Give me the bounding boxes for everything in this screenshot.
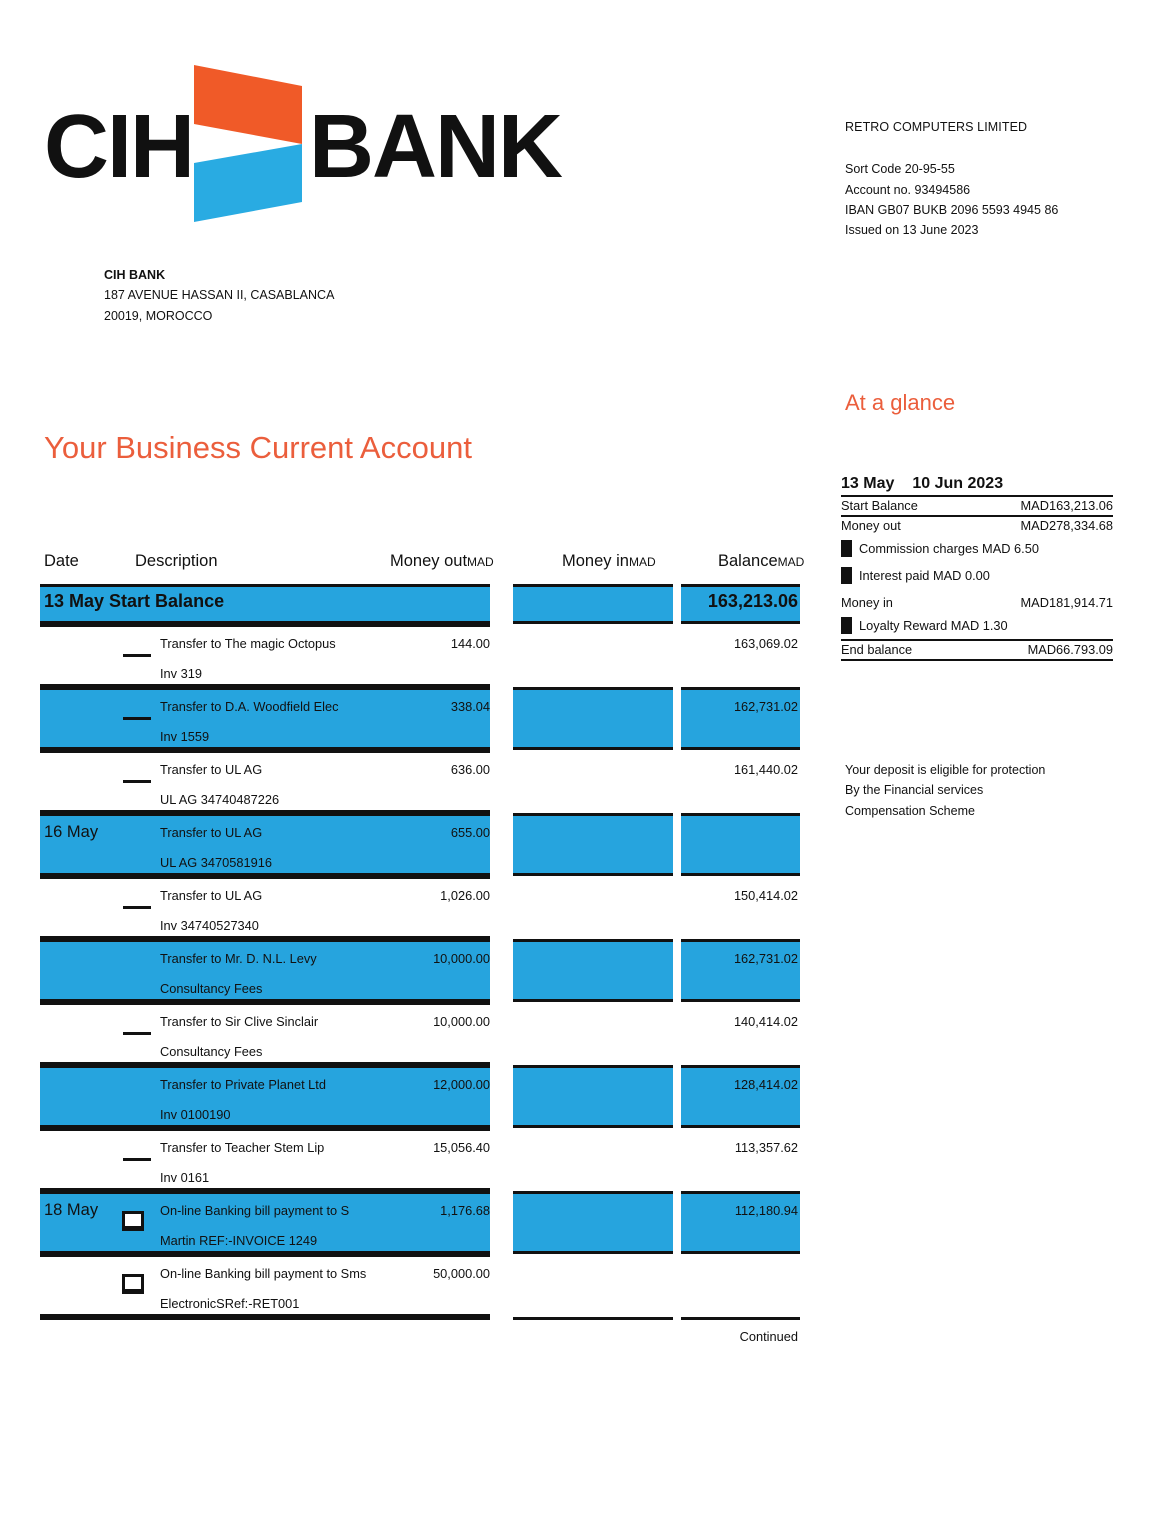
column-header-money-in: Money inMAD: [562, 552, 656, 570]
glance-start-balance-row: [841, 497, 1113, 515]
start-balance-amount: 163,213.06: [707, 591, 798, 611]
row-description-sub: Consultancy Fees: [160, 981, 263, 996]
row-description-sub: Inv 319: [160, 666, 202, 681]
bank-address: [104, 265, 334, 326]
at-a-glance-panel: [841, 474, 1113, 661]
table-row[interactable]: [40, 1065, 800, 1128]
row-money-out: 338.04: [450, 699, 490, 714]
dash-marker-icon: [123, 654, 151, 657]
footer-rule: [681, 1317, 800, 1320]
row-balance: 162,731.02: [733, 699, 798, 714]
logo-text-cih: CIH: [44, 97, 193, 197]
row-description: Transfer to UL AG: [160, 762, 263, 777]
row-description: Transfer to D.A. Woodfield Elec: [160, 699, 339, 714]
glance-commission-row: [841, 535, 1113, 562]
footer-rule: [40, 1317, 490, 1320]
row-balance: 112,180.94: [734, 1203, 798, 1218]
glance-divider-4: [841, 659, 1113, 661]
glance-end-balance-label: End balance: [841, 642, 913, 657]
dash-marker-icon: [123, 717, 151, 720]
bullet-square-icon: [841, 540, 852, 557]
table-header-row: [40, 552, 805, 584]
dash-marker-icon: [123, 780, 151, 783]
row-description-sub: UL AG 34740487226: [160, 792, 280, 807]
bullet-square-icon: [841, 567, 852, 584]
column-header-description: Description: [135, 552, 218, 570]
row-description-sub: Inv 0161: [160, 1170, 210, 1185]
glance-money-out-row: [841, 517, 1113, 535]
column-header-date: Date: [44, 552, 79, 570]
glance-money-out-value: MAD278,334.68: [1020, 518, 1113, 533]
monitor-icon: [122, 1211, 144, 1231]
row-money-out: 144.00: [450, 636, 490, 651]
row-money-out: 1,176.68: [440, 1203, 490, 1218]
table-body: [40, 584, 800, 1357]
dash-marker-icon: [123, 1158, 151, 1161]
note-line-1: Your deposit is eligible for protection: [845, 763, 1046, 777]
row-money-out: 1,026.00: [440, 888, 490, 903]
dash-marker-icon: [123, 1032, 151, 1035]
row-description-sub: UL AG 3470581916: [160, 855, 272, 870]
table-row[interactable]: [40, 1002, 800, 1065]
table-row[interactable]: [40, 939, 800, 1002]
account-number: Account no. 93494586: [845, 182, 971, 197]
account-details: [845, 117, 1058, 240]
row-description-sub: Martin REF:-INVOICE 1249: [160, 1233, 318, 1248]
glance-loyalty-row: [841, 612, 1113, 639]
glance-money-in-label: Money in: [841, 595, 893, 610]
glance-period: [841, 474, 1113, 495]
row-balance: 113,357.62: [734, 1140, 798, 1155]
iban: IBAN GB07 BUKB 2096 5593 4945 86: [845, 202, 1059, 217]
deposit-protection-note: [845, 760, 1045, 821]
row-balance: 163,069.02: [733, 636, 798, 651]
row-money-out: 636.00: [450, 762, 490, 777]
row-description: Transfer to Sir Clive Sinclair: [160, 1014, 319, 1029]
row-description: Transfer to Mr. D. N.L. Levy: [160, 951, 317, 966]
row-description: On-line Banking bill payment to Sms: [160, 1266, 367, 1281]
row-money-out: 10,000.00: [433, 951, 490, 966]
bullet-square-icon: [841, 617, 852, 634]
row-balance: 140,414.02: [733, 1014, 798, 1029]
row-date: 18 May: [44, 1201, 99, 1219]
bank-address-line2: 20019, MOROCCO: [104, 308, 213, 323]
account-holder-name: RETRO COMPUTERS LIMITED: [845, 120, 1028, 134]
glance-loyalty-text: Loyalty Reward MAD 1.30: [859, 618, 1008, 633]
row-money-out: 15,056.40: [433, 1140, 490, 1155]
row-description-sub: ElectronicSRef:-RET001: [160, 1296, 300, 1311]
at-a-glance-title: At a glance: [845, 390, 956, 415]
glance-commission-text: Commission charges MAD 6.50: [859, 541, 1039, 556]
start-balance-row: [40, 584, 800, 624]
row-description-sub: Inv 34740527340: [160, 918, 259, 933]
table-row[interactable]: [40, 1128, 800, 1191]
note-line-2: By the Financial services: [845, 783, 984, 798]
glance-end-balance-row: [841, 641, 1113, 659]
row-description-sub: Inv 1559: [160, 729, 210, 744]
column-header-money-out: Money outMAD: [390, 552, 494, 570]
footer-rule: [513, 1317, 673, 1320]
monitor-icon: [122, 1274, 144, 1294]
row-description: Transfer to The magic Octopus: [160, 636, 336, 651]
table-footer: [40, 1317, 800, 1357]
glance-period-to: 10 Jun 2023: [912, 475, 1004, 492]
column-header-balance: BalanceMAD: [718, 552, 805, 570]
logo-text-bank: BANK: [309, 97, 561, 197]
row-description: Transfer to UL AG: [160, 825, 263, 840]
row-balance: 162,731.02: [733, 951, 798, 966]
row-description: Transfer to UL AG: [160, 888, 263, 903]
note-line-3: Compensation Scheme: [845, 803, 975, 818]
glance-money-out-label: Money out: [841, 518, 901, 533]
row-money-out: 50,000.00: [433, 1266, 490, 1281]
glance-start-balance-label: Start Balance: [841, 498, 918, 513]
table-row[interactable]: [40, 624, 800, 687]
glance-money-in-value: MAD181,914.71: [1020, 595, 1113, 610]
row-description: On-line Banking bill payment to S: [160, 1203, 350, 1218]
table-row[interactable]: [40, 1191, 800, 1254]
start-balance-label: 13 May Start Balance: [44, 591, 225, 611]
glance-period-from: 13 May: [841, 475, 895, 492]
logo-chevron-icon: [184, 62, 309, 224]
row-money-out: 10,000.00: [433, 1014, 490, 1029]
row-date: 16 May: [44, 823, 99, 841]
transactions-table: [40, 552, 805, 1357]
row-balance: 150,414.02: [733, 888, 798, 903]
table-row[interactable]: [40, 687, 800, 750]
table-row[interactable]: [40, 1254, 800, 1317]
row-description-sub: Consultancy Fees: [160, 1044, 263, 1059]
glance-interest-text: Interest paid MAD 0.00: [859, 568, 990, 583]
table-row[interactable]: [40, 750, 800, 813]
glance-interest-row: [841, 562, 1113, 589]
issued-date: Issued on 13 June 2023: [845, 223, 979, 237]
row-description: Transfer to Teacher Stem Lip: [160, 1140, 325, 1155]
bank-address-line1: 187 AVENUE HASSAN II, CASABLANCA: [104, 288, 335, 303]
row-description: Transfer to Private Planet Ltd: [160, 1077, 326, 1092]
page-title: Your Business Current Account: [44, 430, 472, 465]
table-row[interactable]: [40, 813, 800, 876]
row-money-out: 12,000.00: [433, 1077, 490, 1092]
sort-code: Sort Code 20-95-55: [845, 162, 955, 177]
glance-start-balance-value: MAD163,213.06: [1020, 498, 1113, 513]
continued-label: Continued: [739, 1329, 798, 1344]
row-balance: 161,440.02: [733, 762, 798, 777]
glance-money-in-row: [841, 589, 1113, 612]
bank-name: CIH BANK: [104, 268, 166, 282]
glance-end-balance-value: MAD66.793.09: [1027, 642, 1113, 657]
cih-bank-logo: [44, 62, 561, 232]
dash-marker-icon: [123, 906, 151, 909]
row-money-out: 655.00: [450, 825, 490, 840]
table-row[interactable]: [40, 876, 800, 939]
row-description-sub: Inv 0100190: [160, 1107, 231, 1122]
row-balance: 128,414.02: [733, 1077, 798, 1092]
